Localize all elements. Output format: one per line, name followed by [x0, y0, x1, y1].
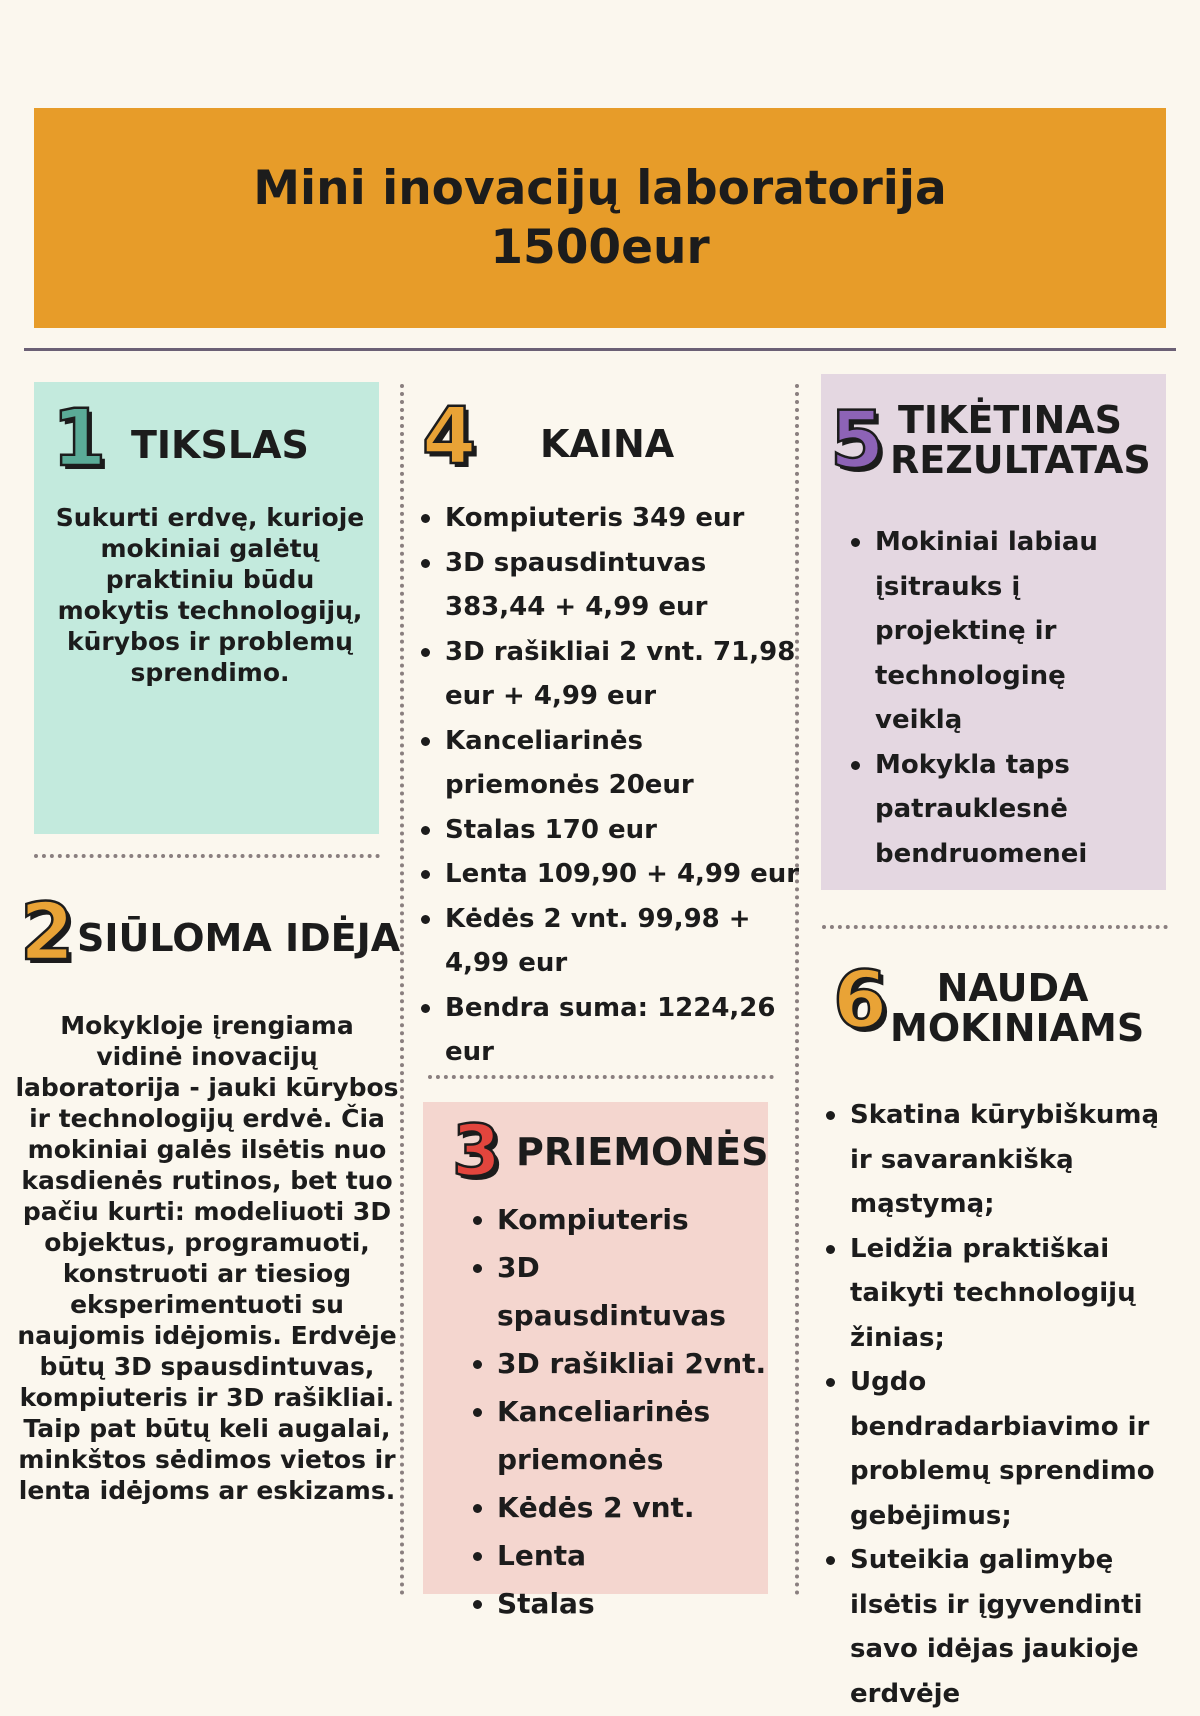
kaina-list: [415, 496, 805, 1075]
list-item: Lenta: [467, 1532, 767, 1580]
list-item: Mokykla taps patrauklesnė bendruomenei: [845, 743, 1145, 877]
list-item: Lenta 109,90 + 4,99 eur: [415, 852, 805, 897]
list-item: Kėdės 2 vnt. 99,98 + 4,99 eur: [415, 897, 805, 986]
header-divider: [24, 348, 1176, 351]
nauda-heading-line1: NAUDA: [936, 966, 1089, 1010]
section-number-2: 2: [20, 888, 75, 978]
list-item: Skatina kūrybiškumą ir savarankišką mąstymą;: [820, 1093, 1185, 1227]
section-number-6: 6: [833, 956, 888, 1046]
nauda-list: [820, 1093, 1185, 1716]
list-item: 3D spausdintuvas: [467, 1244, 767, 1340]
list-item: Suteikia galimybę ilsėtis ir įgyvendinti savo idėjas jaukioje erdvėje: [820, 1538, 1185, 1716]
list-item: Stalas: [467, 1580, 767, 1628]
ideja-heading: SIŪLOMA IDĖJA: [77, 916, 401, 960]
list-item: 3D rašikliai 2vnt.: [467, 1340, 767, 1388]
rezultatas-heading-line1: TIKĖTINAS: [897, 398, 1123, 442]
list-item: Ugdo bendradarbiavimo ir problemų sprendimo gebėjimus;: [820, 1360, 1185, 1538]
rezultatas-heading: [890, 398, 1151, 482]
page-header: [34, 108, 1166, 328]
tikslas-heading: TIKSLAS: [131, 423, 309, 467]
page-title: Mini inovacijų laboratorija: [253, 161, 947, 216]
list-item: Kanceliarinės priemonės: [467, 1388, 767, 1484]
kaina-heading: KAINA: [540, 422, 675, 466]
section-number-4: 4: [422, 392, 477, 482]
list-item: Stalas 170 eur: [415, 808, 805, 853]
section-divider-right: [822, 925, 1168, 929]
list-item: Kėdės 2 vnt.: [467, 1484, 767, 1532]
list-item: Leidžia praktiškai taikyti technologijų žinias;: [820, 1227, 1185, 1361]
column-divider-left: [400, 384, 404, 1596]
list-item: Bendra suma: 1224,26 eur: [415, 986, 805, 1075]
list-item: Kompiuteris 349 eur: [415, 496, 805, 541]
rezultatas-list: [845, 520, 1145, 876]
list-item: 3D rašikliai 2 vnt. 71,98 eur + 4,99 eur: [415, 630, 805, 719]
section-divider-left: [34, 854, 380, 858]
page-subtitle-price: 1500eur: [490, 220, 710, 275]
list-item: 3D spausdintuvas 383,44 + 4,99 eur: [415, 541, 805, 630]
tikslas-text: Sukurti erdvę, kurioje mokiniai galėtų praktiniu būdu mokytis technologijų, kūrybos ir problemų sprendimo.: [55, 503, 365, 687]
priemones-heading: PRIEMONĖS: [516, 1130, 769, 1174]
list-item: Kanceliarinės priemonės 20eur: [415, 719, 805, 808]
rezultatas-heading-line2: REZULTATAS: [890, 438, 1151, 482]
list-item: Mokiniai labiau įsitrauks į projektinę ir technologinę veiklą: [845, 520, 1145, 743]
section-number-3: 3: [452, 1110, 501, 1192]
section-divider-middle: [428, 1075, 774, 1079]
list-item: Kompiuteris: [467, 1196, 767, 1244]
section-number-5: 5: [830, 396, 885, 486]
nauda-heading-line2: MOKINIAMS: [890, 1006, 1145, 1050]
priemones-list: [467, 1196, 767, 1628]
ideja-text: Mokykloje įrengiama vidinė inovacijų laboratorija - jauki kūrybos ir technologijų erdvė. Čia mokiniai galės ilsėtis nuo kasdienės rutinos, bet tuo pačiu kurti: modeliuoti 3D objektus, programuoti, konstruoti ar tiesiog eksperimentuoti su naujomis idėjomis. Erdvėje būtų 3D spausdintuvas, kompiuteris ir 3D rašikliai. Taip pat būtų keli augalai, minkštos sėdimos vietos ir lenta idėjoms ar eskizams.: [15, 1011, 399, 1505]
nauda-heading: [890, 966, 1145, 1050]
section-number-1: 1: [52, 394, 107, 484]
